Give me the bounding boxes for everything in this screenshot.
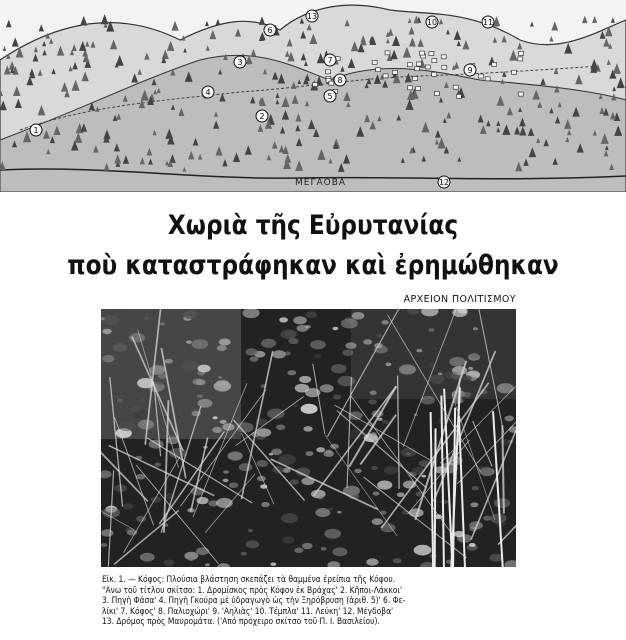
leaf-mark <box>287 370 296 375</box>
article-title <box>0 206 626 286</box>
house-mark <box>512 70 517 74</box>
tree-mark <box>592 16 597 23</box>
leaf-mark <box>428 328 434 332</box>
leaf-mark <box>223 470 229 473</box>
leaf-mark <box>143 317 149 320</box>
location-marker-label: 1 <box>33 126 39 135</box>
leaf-mark <box>102 355 114 362</box>
leaf-mark <box>240 552 246 556</box>
leaf-mark <box>345 342 356 349</box>
leaf-mark <box>229 482 238 488</box>
title-line-2: ποὺ καταστράφηκαν καὶ ἐρημώθηκαν <box>67 250 559 281</box>
leaf-mark <box>331 364 347 373</box>
leaf-mark <box>113 343 127 352</box>
leaf-mark <box>140 553 155 562</box>
house-mark <box>432 72 437 76</box>
leaf-mark <box>472 486 479 490</box>
leaf-mark <box>154 463 161 467</box>
leaf-mark <box>302 543 313 549</box>
tree-mark <box>3 46 7 51</box>
location-marker-label: 4 <box>205 88 211 97</box>
leaf-mark <box>370 391 377 395</box>
leaf-mark <box>216 380 229 388</box>
house-mark <box>432 59 437 63</box>
leaf-mark <box>371 466 378 470</box>
house-mark <box>325 70 330 74</box>
house-mark <box>385 51 390 55</box>
mountain-sketch <box>0 0 626 192</box>
leaf-mark <box>337 376 355 387</box>
house-mark <box>456 94 461 98</box>
leaf-mark <box>217 345 227 351</box>
leaf-mark <box>463 375 472 380</box>
leaf-mark <box>371 432 377 436</box>
leaf-mark <box>257 460 268 467</box>
leaf-mark <box>299 376 311 383</box>
leaf-mark <box>294 548 303 553</box>
house-mark <box>416 87 421 91</box>
tree-mark <box>80 16 87 26</box>
leaf-mark <box>468 367 473 370</box>
tree-mark <box>259 16 265 25</box>
leaf-mark <box>393 558 402 563</box>
leaf-mark <box>218 376 222 378</box>
house-mark <box>425 65 430 69</box>
leaf-mark <box>373 492 380 496</box>
leaf-mark <box>384 466 398 475</box>
location-marker-label: 8 <box>337 76 343 85</box>
tree-mark <box>171 21 178 31</box>
leaf-mark <box>306 311 317 318</box>
tree-mark <box>549 36 553 41</box>
leaf-mark <box>305 325 311 328</box>
leaf-mark <box>323 451 334 457</box>
leaf-mark <box>160 322 165 325</box>
leaf-mark <box>397 492 405 497</box>
leaf-mark <box>267 408 284 418</box>
leaf-mark <box>261 339 276 348</box>
title-line-1: Χωριὰ τῆς Εὐρυτανίας <box>167 210 459 241</box>
leaf-mark <box>470 502 478 507</box>
leaf-mark <box>473 327 478 330</box>
leaf-mark <box>321 547 327 550</box>
house-mark <box>383 74 388 78</box>
leaf-mark <box>272 350 286 358</box>
leaf-mark <box>118 421 135 431</box>
leaf-mark <box>301 404 318 414</box>
house-mark <box>492 62 497 66</box>
village-sketch-illustration <box>0 0 626 192</box>
leaf-mark <box>117 399 123 402</box>
leaf-mark <box>363 339 372 344</box>
location-marker-label: 5 <box>327 92 333 101</box>
leaf-mark <box>376 334 381 337</box>
leaf-mark <box>303 426 312 432</box>
leaf-mark <box>401 448 417 457</box>
leaf-mark <box>163 559 174 566</box>
leaf-mark <box>462 392 471 398</box>
leaf-mark <box>366 558 378 565</box>
leaf-mark <box>198 365 211 373</box>
location-marker-label: 6 <box>267 26 273 35</box>
house-mark <box>376 68 381 72</box>
leaf-mark <box>102 315 119 325</box>
leaf-mark <box>205 563 210 566</box>
tree-mark <box>611 17 615 22</box>
leaf-mark <box>182 361 199 371</box>
house-mark <box>519 51 524 55</box>
leaf-mark <box>377 480 392 489</box>
leaf-mark <box>444 371 458 379</box>
leaf-mark <box>316 447 325 452</box>
location-marker-label: 9 <box>467 66 473 75</box>
leaf-mark <box>124 370 135 376</box>
leaf-mark <box>504 416 514 422</box>
leaf-mark <box>131 406 142 412</box>
leaf-mark <box>122 503 133 510</box>
leaf-mark <box>239 463 253 471</box>
leaf-mark <box>139 398 145 402</box>
leaf-mark <box>372 518 383 525</box>
leaf-mark <box>332 327 338 331</box>
leaf-mark <box>490 514 506 524</box>
leaf-mark <box>399 364 416 374</box>
leaf-mark <box>246 348 258 355</box>
leaf-mark <box>198 399 213 408</box>
leaf-mark <box>368 399 377 404</box>
leaf-mark <box>186 340 192 343</box>
leaf-mark <box>279 317 288 322</box>
leaf-mark <box>318 496 324 499</box>
house-mark <box>413 76 418 80</box>
tree-mark <box>101 14 109 24</box>
location-marker-label: 10 <box>426 18 438 27</box>
house-mark <box>442 65 447 69</box>
leaf-mark <box>129 333 145 343</box>
leaf-mark <box>248 529 253 532</box>
leaf-mark <box>192 339 209 349</box>
leaf-mark <box>236 422 253 432</box>
leaf-mark <box>382 420 389 424</box>
branch-mark <box>435 428 436 567</box>
leaf-mark <box>429 375 444 384</box>
leaf-mark <box>223 479 229 483</box>
source-credit: ΑΡΧΕΙΟΝ ΠΟΛΙΤΙΣΜΟΥ <box>403 294 516 305</box>
leaf-mark <box>177 412 182 415</box>
leaf-mark <box>310 340 326 349</box>
leaf-mark <box>314 354 322 359</box>
house-mark <box>392 70 397 74</box>
tree-mark <box>530 22 534 27</box>
leaf-mark <box>441 500 448 504</box>
caption-line: "Ανω τοῦ τίτλου σκίτσο: 1. Δρομίσκος πρὸς Κόφον ἐκ Βράχας' 2. Κῆποι-Λάκκοι' <box>102 584 403 595</box>
leaf-mark <box>342 349 353 356</box>
location-marker-label: 11 <box>482 18 494 27</box>
location-marker-label: 12 <box>438 178 450 187</box>
house-mark <box>408 86 413 90</box>
house-mark <box>434 92 439 96</box>
leaf-mark <box>188 558 194 561</box>
leaf-mark <box>290 479 299 484</box>
tree-mark <box>582 16 588 23</box>
leaf-mark <box>305 451 313 456</box>
caption-line: λίκι' 7. Κόφος' 8. Παλιοχώρι' 9. 'Αηλιὰς' 10. Τέμπλα' 11. Λεύκη' 12. Μέγδοβα' <box>102 605 394 616</box>
leaf-mark <box>220 420 227 424</box>
leaf-mark <box>469 543 476 547</box>
house-mark <box>478 74 483 78</box>
tree-mark <box>39 24 44 31</box>
leaf-mark <box>213 416 218 419</box>
house-mark <box>416 62 421 66</box>
house-mark <box>485 77 490 81</box>
leaf-mark <box>341 318 358 328</box>
leaf-mark <box>315 508 330 517</box>
leaf-mark <box>138 420 154 430</box>
caption-line: Εἰκ. 1. — Κόφος: Πλούσια βλάστηση σκεπάζει τὰ θαμμένα ἐρείπια τῆς Κόφου. <box>102 574 396 584</box>
leaf-mark <box>281 513 298 523</box>
tree-mark <box>205 21 209 26</box>
leaf-mark <box>329 508 333 510</box>
house-mark <box>415 67 420 71</box>
leaf-mark <box>102 329 111 335</box>
leaf-mark <box>293 404 299 407</box>
tree-mark <box>12 37 19 46</box>
leaf-mark <box>320 384 334 392</box>
leaf-mark <box>197 394 203 398</box>
leaf-mark <box>196 547 209 555</box>
location-marker-label: 7 <box>327 56 333 65</box>
photo-caption <box>102 574 522 627</box>
house-mark <box>441 55 446 59</box>
location-marker-label: 2 <box>259 112 265 121</box>
house-mark <box>518 92 523 96</box>
house-mark <box>518 57 523 61</box>
leaf-mark <box>337 511 341 514</box>
river-label: ΜΕΓΑΟΒΑ <box>295 178 347 188</box>
caption-line: 13. Δρόμος πρὸς Μαυρομάτα. ('Από πρόχειρο σκίτσο τοῦ Π. Ι. Βασιλείου). <box>102 616 380 627</box>
leaf-mark <box>414 545 432 556</box>
house-mark <box>407 63 412 67</box>
tree-mark <box>6 20 12 28</box>
leaf-mark <box>324 529 341 539</box>
location-marker-label: 13 <box>306 12 318 21</box>
leaf-mark <box>269 453 273 456</box>
house-mark <box>372 60 377 64</box>
leaf-mark <box>101 529 113 536</box>
leaf-mark <box>165 359 173 364</box>
house-mark <box>329 81 334 85</box>
house-mark <box>453 85 458 89</box>
leaf-mark <box>354 469 362 474</box>
tree-mark <box>551 21 558 30</box>
leaf-mark <box>352 312 365 320</box>
leaf-mark <box>261 502 269 507</box>
forest-photograph <box>101 309 516 567</box>
leaf-mark <box>282 536 294 543</box>
leaf-mark <box>470 353 479 358</box>
leaf-mark <box>183 310 198 319</box>
leaf-mark <box>421 475 426 478</box>
leaf-mark <box>381 320 388 324</box>
leaf-mark <box>293 316 307 324</box>
leaf-mark <box>212 427 222 433</box>
vegetation-photo <box>101 309 516 567</box>
leaf-mark <box>219 338 231 345</box>
tree-mark <box>215 19 220 25</box>
leaf-mark <box>276 424 285 430</box>
leaf-mark <box>449 357 465 366</box>
leaf-mark <box>333 547 348 556</box>
leaf-mark <box>497 383 514 393</box>
leaf-mark <box>494 498 510 508</box>
location-marker-label: 3 <box>237 58 243 67</box>
leaf-mark <box>311 490 326 499</box>
leaf-mark <box>385 363 391 367</box>
leaf-mark <box>416 349 422 353</box>
house-mark <box>313 83 318 87</box>
leaf-mark <box>270 562 276 566</box>
leaf-mark <box>246 540 259 548</box>
leaf-mark <box>250 356 259 361</box>
house-mark <box>429 52 434 56</box>
house-mark <box>419 51 424 55</box>
leaf-mark <box>228 451 243 460</box>
leaf-mark <box>192 378 203 385</box>
leaf-mark <box>333 395 341 400</box>
caption-line: 3. Πηγὴ Φάσα' 4. Πηγὴ Γκούρα μὲ ὑδραγωγὸ ὡς τὴν Ξηρόβρυση (ἀριθ. 5)' 6. Φε- <box>102 595 406 606</box>
leaf-mark <box>280 329 296 339</box>
